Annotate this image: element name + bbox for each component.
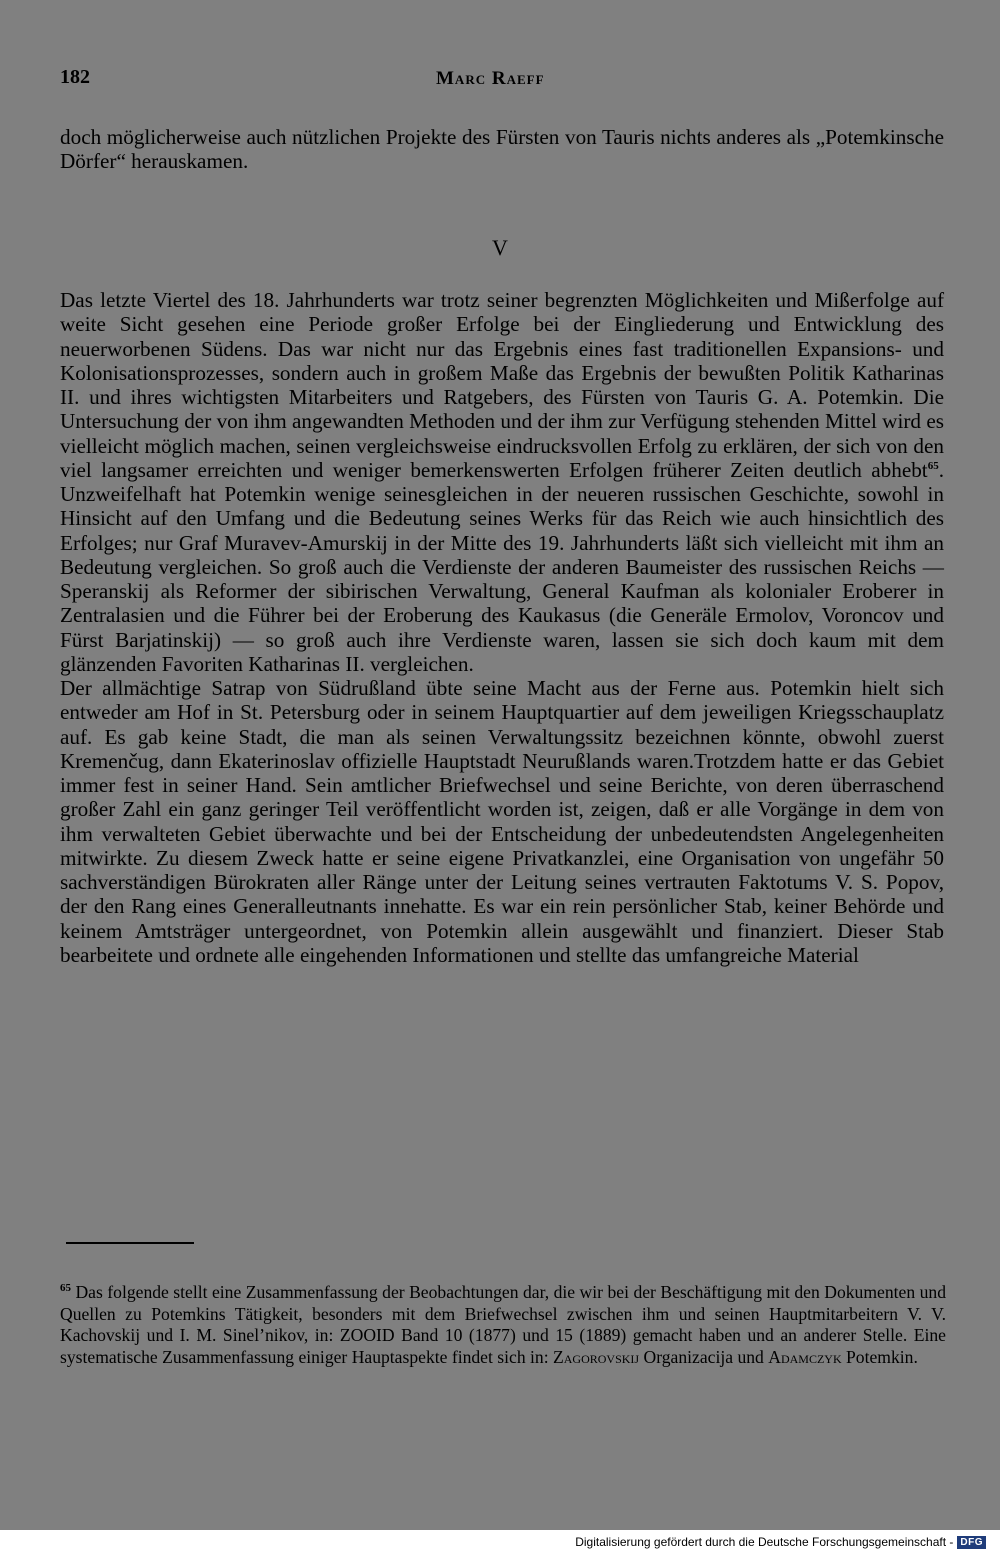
footnote-text-c: Potemkin. [841,1347,918,1368]
footnote-text-b: Organizacija und [639,1347,769,1368]
footnote-author-1: Zagorovskij [553,1347,640,1368]
paragraph-2: Der allmächtige Satrap von Südrußland übte seine Macht aus der Ferne aus. Potemkin hielt sich entweder am Hof in St. Petersburg oder in seinem Hauptquartier auf dem jeweiligen Kriegsschauplatz auf. Es gab keine Stadt, die man als seinen Verwaltungssitz bezeichnen könnte, obwohl zuerst Kremenčug, dann Ekaterinoslav offizielle Hauptstadt Neurußlands waren.Trotzdem hatte er das Gebiet immer fest in seiner Hand. Sein amtlicher Briefwechsel und seine Berichte, von deren überraschend großer Zahl ein ganz geringer Teil veröffentlicht worden ist, zeigen, daß er alle Vorgänge in dem von ihm verwalteten Gebiet überwachte und bei der Entscheidung der unbedeutendsten Angelegenheiten mitwirkte. Zu diesem Zweck hatte er seine eigene Privatkanzlei, eine Organisation von ungefähr 50 sachverständigen Bürokraten aller Ränge unter der Leitung seines vertrauten Faktotums V. S. Popov, der den Rang eines Generalleutnants innehatte. Es war ein rein persönlicher Stab, keiner Behörde und keinem Amtsträger untergeordnet, von Potemkin allein ausgewählt und finanziert. Dieser Stab bearbeitete und ordnete alle eingehenden Informationen und stellte das umfangreiche Material [60,676,944,967]
running-head: Marc Raeff [436,68,545,89]
footnote-text-a: Das folgende stellt eine Zusammenfassung der Beobachtungen dar, die wir bei der Beschäftigung mit den Dokumenten und Quellen zu Potemkins Tätigkeit, besonders mit dem Briefwechsel zwischen ihm und seinen Hauptmitarbeitern V. V. Kachovskij und I. M. Sinel’nikov, in: ZOOID Band 10 (1877) und 15 (1889) gemacht haben und an anderer Stelle. Eine systematische Zusammenfassung einiger Hauptaspekte findet sich in: [60,1281,946,1368]
section-heading: V [492,235,508,260]
page-number: 182 [60,66,90,88]
digitization-footer [575,1532,986,1552]
intro-paragraph: doch möglicherweise auch nützlichen Projekte des Fürsten von Tauris nichts anderes als „Potemkinsche Dörfer“ herauskamen. [60,125,944,174]
paragraph-1-part1: Das letzte Viertel des 18. Jahrhunderts war trotz seiner begrenzten Möglichkeiten und Mißerfolge auf weite Sicht gesehen eine Periode großer Erfolge bei der Eingliederung und Entwicklung des neuerworbenen Südens. Das war nicht nur das Ergebnis eines fast traditionellen Expansions- und Kolonisationsprozesses, sondern auch in großem Maße das Ergebnis der bewußten Politik Katharinas II. und ihres wichtigsten Mitarbeiters und Ratgebers, des Fürsten von Tauris G. A. Potemkin. Die Untersuchung der von ihm angewandten Methoden und der ihm zur Verfügung stehenden Mittel wird es vielleicht möglich machen, seinen vergleichsweise eindrucksvollen Erfolg zu erklären, der sich von den viel langsamer erreichten und weniger bemerkenswerten Erfolgen früherer Zeiten deutlich abhebt [60,288,944,482]
footnote-reference: 65 [927,459,939,472]
footnote-separator [66,1242,194,1244]
footnote [60,1278,946,1369]
dfg-logo-icon: DFG [957,1536,986,1549]
paragraph-1-part2: . Unzweifelhaft hat Potemkin wenige seinesgleichen in der neueren russischen Geschichte, sowohl in Hinsicht auf den Umfang und die Bedeutung seines Werks für das Reich wie auch hinsichtlich des Erfolges; nur Graf Muravev-Amurskij in der Mitte des 19. Jahrhunderts läßt sich vielleicht mit ihm an Bedeutung vergleichen. So groß auch die Verdienste der anderen Baumeister des russischen Reichs — Speranskij als Reformer der sibirischen Verwaltung, General Kaufman als kolonialer Eroberer in Zentralasien und die Führer bei der Eroberung des Kaukasus (die Generäle Ermolov, Voroncov und Fürst Barjatinskij) — so groß auch ihre Verdienste waren, lassen sie sich doch kaum mit dem glänzenden Favoriten Katharinas II. vergleichen. [60,457,944,676]
intro-paragraph-block [60,125,944,174]
paragraph-1 [60,288,944,676]
footer-credit: Digitalisierung gefördert durch die Deutsche Forschungsgemeinschaft - [575,1535,954,1549]
main-text [60,288,944,967]
footnote-author-2: Adamczyk [768,1347,842,1368]
page-header [60,66,940,96]
footnote-marker: 65 [60,1282,71,1294]
